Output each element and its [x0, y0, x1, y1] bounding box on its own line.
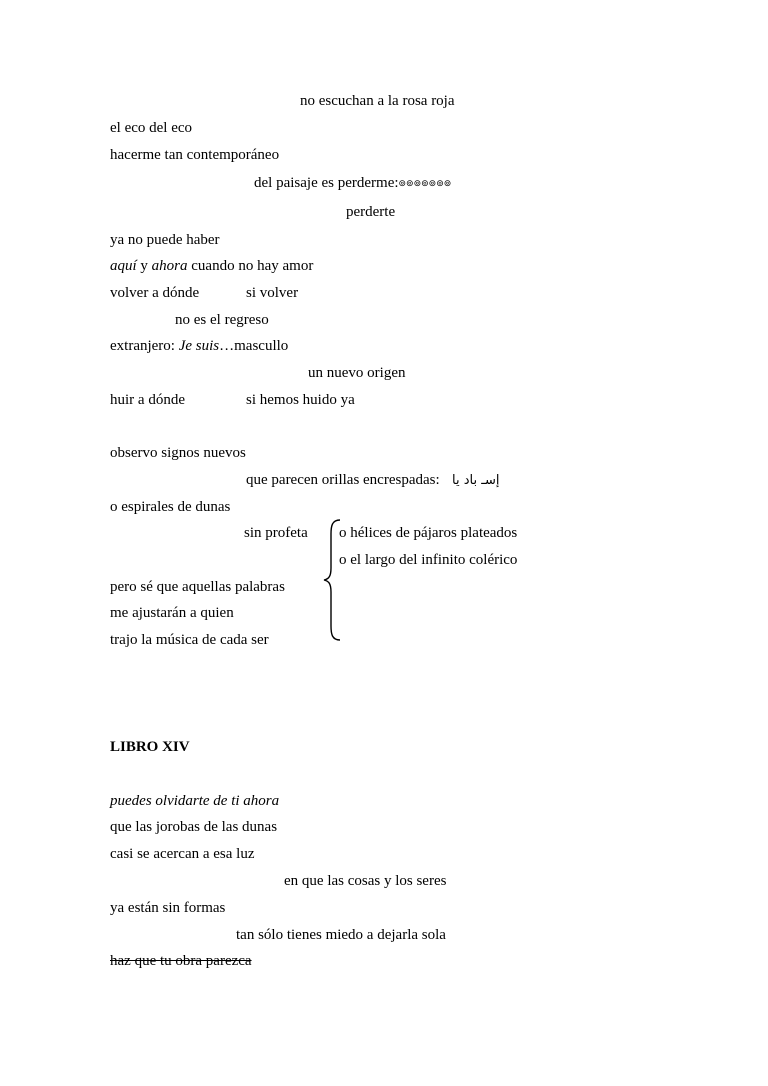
- italic-word: aquí: [110, 258, 137, 274]
- poem-line: tan sólo tienes miedo a dejarla sola: [236, 927, 446, 943]
- spiral-symbols: ⊚⊚⊚⊚⊚⊚⊚: [398, 179, 452, 189]
- italic-word: Je suis: [178, 338, 220, 354]
- poem-line: perderte: [346, 204, 396, 220]
- poem-line: si volver: [246, 285, 299, 301]
- poem-line: que las jorobas de las dunas: [110, 819, 278, 835]
- poem-line: observo signos nuevos: [110, 445, 246, 461]
- poem-line: [110, 337, 288, 355]
- poem-line: el eco del eco: [110, 120, 193, 136]
- poem-text: …mascullo: [219, 338, 289, 354]
- section-heading: LIBRO XIV: [110, 739, 190, 755]
- poem-line: volver a dónde: [110, 285, 200, 301]
- arabic-text: إسـ باد يا: [452, 473, 500, 488]
- poem-line: o hélices de pájaros plateados: [339, 525, 518, 541]
- poem-line: en que las cosas y los seres: [284, 873, 447, 889]
- poem-line: trajo la música de cada ser: [110, 632, 269, 648]
- italic-word: ahora: [151, 258, 188, 274]
- poem-line: huir a dónde: [110, 392, 185, 408]
- poem-line: casi se acercan a esa luz: [110, 846, 255, 862]
- poem-line: o espirales de dunas: [110, 499, 231, 515]
- poem-text: extranjero:: [110, 338, 179, 354]
- poem-line: ya están sin formas: [110, 900, 226, 916]
- struck-through-line: haz que tu obra parezca: [110, 953, 252, 969]
- curly-brace: [322, 518, 344, 642]
- poem-line: ya no puede haber: [110, 232, 220, 248]
- poem-line: [254, 174, 451, 193]
- poem-line: pero sé que aquellas palabras: [110, 579, 285, 595]
- poem-text: y: [136, 258, 152, 274]
- poem-line: puedes olvidarte de ti ahora: [110, 793, 280, 809]
- poem-line: sin profeta: [244, 525, 308, 541]
- poem-line: un nuevo origen: [308, 365, 406, 381]
- poem-line: [110, 257, 313, 275]
- poem-line: si hemos huido ya: [246, 392, 355, 408]
- poem-line: o el largo del infinito colérico: [339, 552, 518, 568]
- poem-line: hacerme tan contemporáneo: [110, 147, 280, 163]
- poem-line: no es el regreso: [175, 312, 269, 328]
- poem-text: cuando no hay amor: [187, 258, 314, 274]
- poem-text: del paisaje es perderme:: [254, 175, 399, 191]
- poem-line: que parecen orillas encrespadas:: [246, 472, 440, 488]
- poem-line: no escuchan a la rosa roja: [300, 93, 455, 109]
- poem-line: me ajustarán a quien: [110, 605, 234, 621]
